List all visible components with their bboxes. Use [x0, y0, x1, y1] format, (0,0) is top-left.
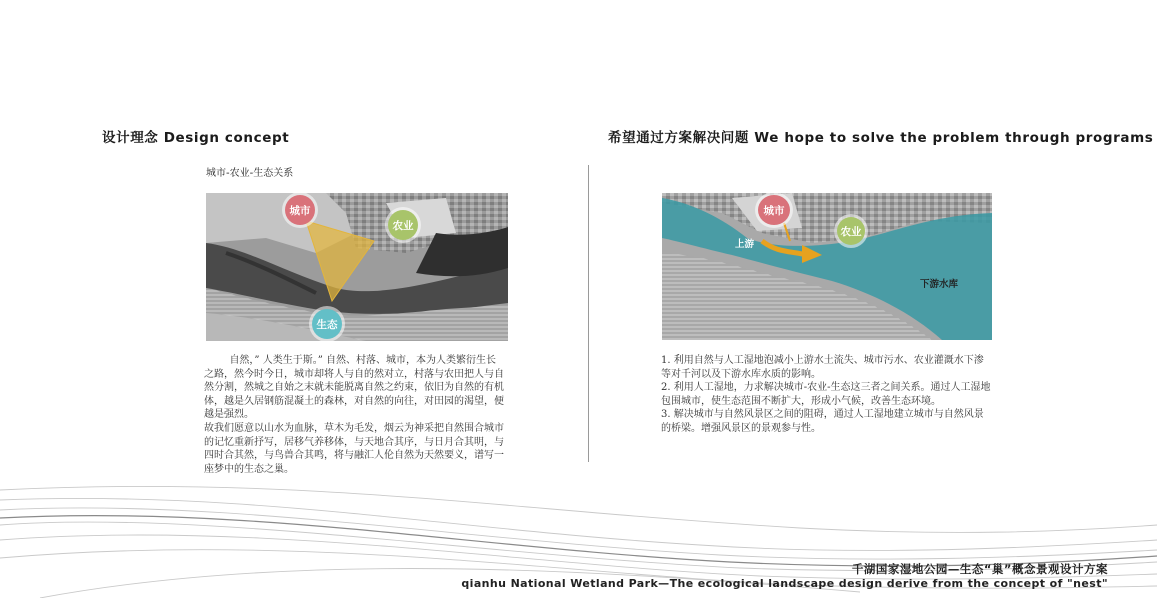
right-paragraph-2: 2. 利用人工湿地，力求解决城市-农业-生态这三者之间关系。通过人工湿地包围城市，使生态范围不断扩大，形成小气候，改善生态环境。 — [661, 382, 991, 407]
left-heading: 设计理念 Design concept — [102, 130, 290, 146]
footer-title-en: qianhu National Wetland Park—The ecological landscape design derive from the concept of "nest" — [461, 577, 1108, 590]
city-agriculture-ecology-map — [206, 193, 508, 341]
aerial-map-graphic — [206, 193, 508, 341]
agriculture-bubble-right: 农业 — [837, 217, 865, 245]
right-paragraph-3: 3. 解决城市与自然风景区之间的阻碍，通过人工湿地建立城市与自然风景的桥梁。增强风景区的景观参与性。 — [661, 409, 984, 434]
city-bubble-right: 城市 — [758, 195, 790, 225]
downstream-reservoir-label: 下游水库 — [920, 279, 959, 290]
city-bubble: 城市 — [285, 195, 315, 225]
right-heading: 希望通过方案解决问题 We hope to solve the problem through programs — [608, 130, 1154, 146]
wetland-water-map — [662, 193, 992, 340]
upstream-label: 上游 — [735, 239, 755, 250]
section-divider — [588, 165, 589, 462]
ecology-bubble: 生态 — [312, 309, 342, 339]
left-paragraph-1: 自然，” 人类生于斯。” 自然、村落、城市，本为人类繁衍生长之路，然今时今日，城市却将人与自的然对立，村落与农田把人与自然分割，然城之自始之末就未能脱离自然之约束，依旧为自然的有机体，越是久居钢筋混凝土的森林，对自然的向往，对田园的渴望，便越是强烈。 — [204, 355, 504, 421]
agriculture-bubble: 农业 — [388, 210, 418, 240]
right-paragraph-1: 1. 利用自然与人工湿地泡减小上游水土流失、城市污水、农业灌溉水下渗等对千河以及下游水库水质的影响。 — [661, 355, 984, 380]
left-paragraph-2: 故我们愿意以山水为血脉，草木为毛发，烟云为神采把自然围合城市的记忆重新抒写，居移气养移体，与天地合其序，与日月合其明，与四时合其然，与鸟兽合其鸣，将与融汇人伦自然为天然要义，谱写一座梦中的生态之巢。 — [204, 422, 504, 475]
left-subheading: 城市-农业-生态关系 — [206, 168, 294, 179]
left-description — [204, 354, 504, 476]
footer-title-cn: 千湖国家湿地公园—生态“巢”概念景观设计方案 — [851, 562, 1108, 576]
water-map-graphic — [662, 193, 992, 340]
right-description — [661, 354, 991, 436]
